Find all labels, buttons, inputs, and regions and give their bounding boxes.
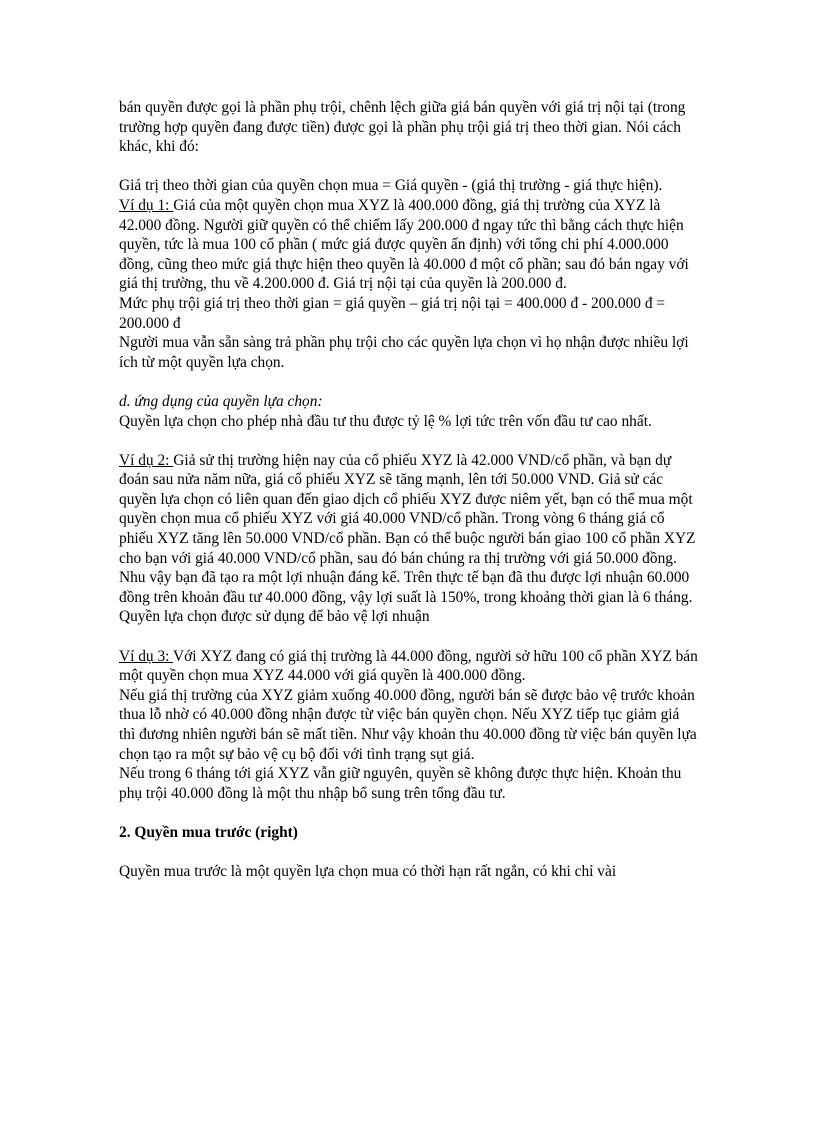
blank-line (119, 843, 699, 863)
example-1-text: Giá của một quyền chọn mua XYZ là 400.000 đồng, giá thị trường của XYZ là 42.000 đồng. Người giữ quyền có thể chiếm lấy 200.000 đ ngay tức thì bằng cách thực hiện quyền, tức là mua 100 cổ phần ( mức giá được quyền ấn định) với tổng chi phí 4.000.000 đồng, cũng theo mức giá thực hiện theo quyền là 40.000 đ một cổ phần; sau đó bán ngay với giá thị trường, thu về 4.200.000 đ. Giá trị nội tại của quyền là 200.000 đ. (119, 196, 689, 293)
paragraph-premium-calculation: Mức phụ trội giá trị theo thời gian = giá quyền – giá trị nội tại = 400.000 đ - 200.000 đ = 200.000 đ (119, 294, 666, 332)
blank-line (119, 372, 699, 392)
example-3-label: Ví dụ 3: (119, 647, 174, 665)
blank-line (119, 431, 699, 451)
paragraph-profit-protection: Quyền lựa chọn được sử dụng để bảo vệ lợi nhuận (119, 608, 430, 626)
paragraph-return-rate: Quyền lựa chọn cho phép nhà đầu tư thu được tỷ lệ % lợi tức trên vốn đầu tư cao nhất. (119, 412, 652, 430)
example-1-label: Ví dụ 1: (119, 196, 174, 214)
subheading-applications: d. ứng dụng của quyền lựa chọn: (119, 392, 323, 410)
example-3-text: Với XYZ đang có giá thị trường là 44.000 đồng, người sở hữu 100 cổ phần XYZ bán một quyền chọn mua XYZ 44.000 với giá quyền là 400.000 đồng. (119, 647, 698, 685)
paragraph-price-unchanged: Nếu trong 6 tháng tới giá XYZ vẫn giữ nguyên, quyền sẽ không được thực hiện. Khoản thu phụ trội 40.000 đồng là một thu nhập bổ sung trên tổng đầu tư. (119, 765, 682, 802)
paragraph-rights-definition: Quyền mua trước là một quyền lựa chọn mua có thời hạn rất ngắn, có khi chỉ vài (119, 863, 617, 881)
document-page (119, 98, 699, 882)
paragraph-price-drop: Nếu giá thị trường của XYZ giảm xuống 40.000 đồng, người bán sẽ được bảo vệ trước khoản thua lỗ nhờ có 40.000 đồng nhận được từ việc bán quyền chọn. Nếu XYZ tiếp tục giảm giá thì đương nhiên người bán sẽ mất tiền. Như vậy khoản thu 40.000 đồng từ việc bán quyền lựa chọn tạo ra một sự bảo vệ cụ bộ đối với tình trạng sụt giá. (119, 686, 697, 763)
example-2-text: Giả sử thị trường hiện nay của cổ phiếu XYZ là 42.000 VND/cổ phần, và bạn dự đoán sau nửa năm nữa, giá cổ phiếu XYZ sẽ tăng mạnh, lên tới 50.000 VND. Giả sử các quyền lựa chọn có liên quan đến giao dịch cổ phiếu XYZ được niêm yết, bạn có thể mua một quyền chọn mua cổ phiếu XYZ với giá 40.000 VND/cổ phần. Trong vòng 6 tháng giá cổ phiếu XYZ tăng lên 50.000 VND/cổ phần. Bạn có thể buộc người bán giao 100 cổ phần XYZ cho bạn với giá 40.000 VND/cổ phần, sau đó bán chúng ra thị trường với giá 50.000 đồng. (119, 451, 696, 567)
paragraph-example-2 (119, 451, 699, 569)
paragraph-profit-result: Nhu vậy bạn đã tạo ra một lợi nhuận đáng kể. Trên thực tế bạn đã thu được lợi nhuận 60.000 đồng trên khoản đầu tư 40.000 đồng, vậy lợi suất là 150%, trong khoảng thời gian là 6 tháng. (119, 569, 693, 606)
blank-line (119, 803, 699, 823)
example-2-label: Ví dụ 2: (119, 451, 174, 469)
section-heading-rights: 2. Quyền mua trước (right) (119, 823, 298, 841)
paragraph-intrinsic-premium: bán quyền được gọi là phần phụ trội, chênh lệch giữa giá bán quyền với giá trị nội tại (trong trường hợp quyền đang được tiền) được gọi là phần phụ trội giá trị theo thời gian. Nói cách khác, khi đó: (119, 99, 686, 156)
paragraph-example-3 (119, 647, 699, 686)
paragraph-buyer-willingness: Người mua vẫn sẵn sàng trả phần phụ trội cho các quyền lựa chọn vì họ nhận được nhiều lợi ích từ một quyền lựa chọn. (119, 334, 689, 371)
paragraph-example-1 (119, 196, 699, 294)
paragraph-time-value-formula: Giá trị theo thời gian của quyền chọn mua = Giá quyền - (giá thị trường - giá thực hiện). (119, 177, 663, 195)
blank-line (119, 627, 699, 647)
blank-line (119, 157, 699, 177)
